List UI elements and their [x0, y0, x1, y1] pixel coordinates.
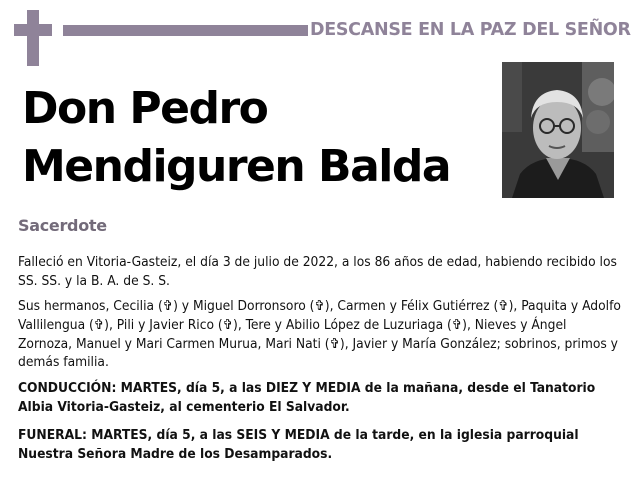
- conduccion-details: CONDUCCIÓN: MARTES, día 5, a las DIEZ Y MEDIA de la mañana, desde el Tanatorio Albia Vitoria-Gasteiz, al cementerio El Salvador.: [18, 380, 596, 415]
- funeral-details: FUNERAL: MARTES, día 5, a las SEIS Y MEDIA de la tarde, en la iglesia parroquial Nuestra Señora Madre de los Desamparados.: [18, 427, 579, 462]
- portrait-photo: [502, 62, 614, 198]
- death-announcement: Falleció en Vitoria-Gasteiz, el día 3 de julio de 2022, a los 86 años de edad, habiendo recibido los SS. SS. y la B. A. de S. S.: [18, 254, 617, 289]
- family-list: Sus hermanos, Cecilia (✞) y Miguel Dorronsoro (✞), Carmen y Félix Gutiérrez (✞), Paquita y Adolfo Vallilengua (✞), Pili y Javier Rico (✞), Tere y Abilio López de Luzuriaga (✞), Nieves y Ángel Zornoza, Manuel y Mari Carmen Murua, Mari Nati (✞), Javier y María González; sobrinos, primos y demás familia.: [18, 298, 621, 371]
- name-line-2: Mendiguren Balda: [22, 141, 451, 192]
- deceased-name: [22, 80, 492, 196]
- name-line-1: Don Pedro: [22, 83, 268, 134]
- latin-cross-icon: [14, 10, 52, 66]
- header-rule: [63, 25, 308, 36]
- header-banner: DESCANSE EN LA PAZ DEL SEÑOR: [310, 20, 631, 40]
- deceased-title: Sacerdote: [18, 216, 107, 235]
